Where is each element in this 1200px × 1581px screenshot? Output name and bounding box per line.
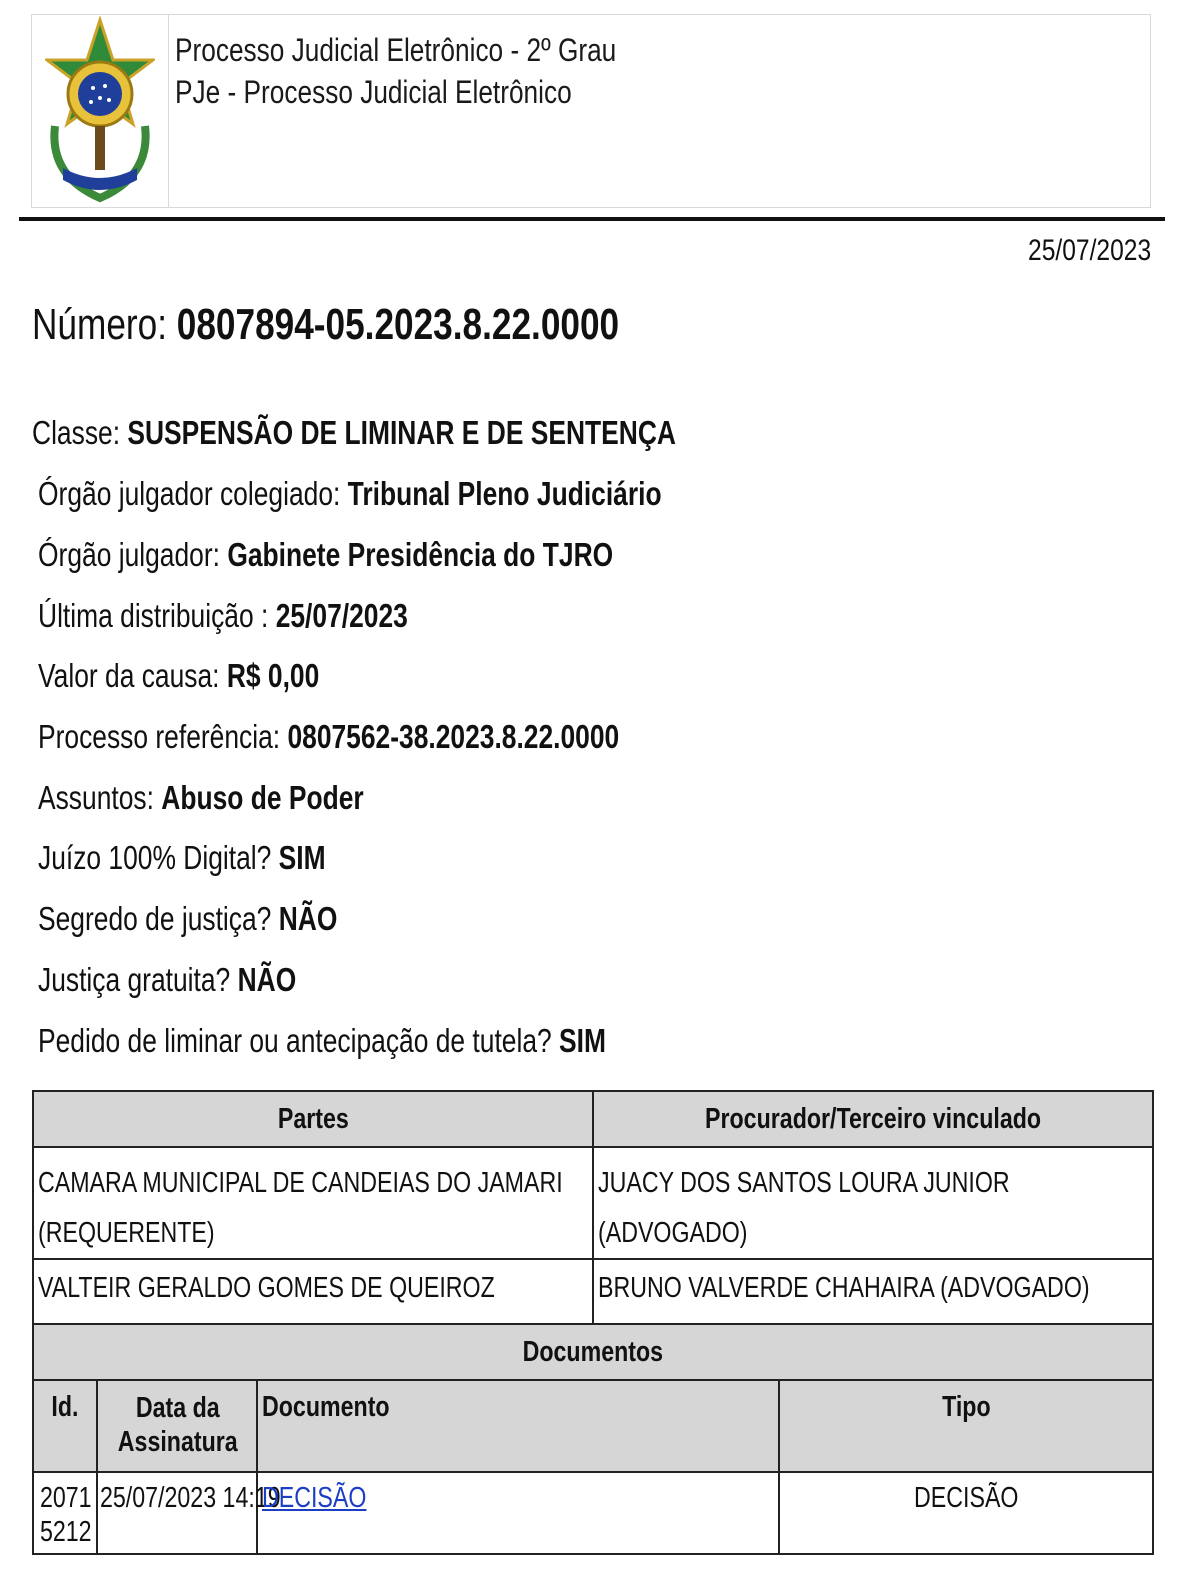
field-orgao-colegiado xyxy=(38,475,662,513)
field-label: Órgão julgador: xyxy=(38,536,220,573)
documents-table xyxy=(32,1323,1154,1555)
field-value: 25/07/2023 xyxy=(275,597,408,634)
party-cell: VALTEIR GERALDO GOMES DE QUEIROZ xyxy=(33,1259,593,1373)
field-orgao-julgador xyxy=(38,536,613,574)
brazil-coat-of-arms-icon xyxy=(45,16,155,206)
header-title: Processo Judicial Eletrônico - 2º Grau xyxy=(175,32,617,68)
field-classe xyxy=(32,414,676,452)
field-segredo-justica xyxy=(38,900,337,938)
doc-date-cell: 25/07/2023 14:19 xyxy=(97,1472,257,1554)
field-label: Pedido de liminar ou antecipação de tutela? xyxy=(38,1022,552,1059)
parties-header-row xyxy=(33,1091,1153,1147)
field-ultima-distribuicao xyxy=(38,597,408,635)
documents-title-row xyxy=(33,1324,1153,1380)
id-header: Id. xyxy=(33,1380,97,1472)
field-value: NÃO xyxy=(237,961,297,998)
field-value: Gabinete Presidência do TJRO xyxy=(227,536,614,573)
table-row xyxy=(33,1147,1153,1259)
field-label: Valor da causa: xyxy=(38,657,220,694)
field-value: Tribunal Pleno Judiciário xyxy=(347,475,662,512)
lawyer-cell: BRUNO VALVERDE CHAHAIRA (ADVOGADO) xyxy=(593,1259,1153,1373)
field-justica-gratuita xyxy=(38,961,296,999)
document-header: Documento xyxy=(257,1380,779,1472)
parties-header: Partes xyxy=(33,1091,593,1147)
field-label: Segredo de justiça? xyxy=(38,900,272,937)
doc-id-cell: 20715212 xyxy=(33,1472,97,1554)
process-number xyxy=(32,300,619,350)
field-valor-causa xyxy=(38,657,319,695)
field-value: 0807562-38.2023.8.22.0000 xyxy=(287,718,620,755)
header-divider xyxy=(19,217,1165,221)
header-box xyxy=(31,14,1151,208)
documents-title: Documentos xyxy=(33,1324,1153,1380)
document-link[interactable]: DECISÃO xyxy=(262,1482,367,1514)
field-juizo-digital xyxy=(38,839,326,877)
process-number-value: 0807894-05.2023.8.22.0000 xyxy=(176,300,620,349)
table-row xyxy=(33,1472,1153,1554)
field-value: R$ 0,00 xyxy=(226,657,320,694)
field-label: Última distribuição : xyxy=(38,597,269,634)
lawyer-cell: JUACY DOS SANTOS LOURA JUNIOR (ADVOGADO) xyxy=(593,1147,1153,1259)
field-value: SIM xyxy=(559,1022,606,1059)
date-header: Data da Assinatura xyxy=(97,1380,257,1472)
party-cell: CAMARA MUNICIPAL DE CANDEIAS DO JAMARI (REQUERENTE) xyxy=(33,1147,593,1259)
field-label: Justiça gratuita? xyxy=(38,961,231,998)
header-text xyxy=(169,15,713,207)
field-label: Classe: xyxy=(32,414,121,451)
process-number-label: Número: xyxy=(32,300,167,349)
field-assuntos xyxy=(38,779,364,817)
field-value: Abuso de Poder xyxy=(161,779,364,816)
field-value: NÃO xyxy=(278,900,338,937)
doc-type-cell: DECISÃO xyxy=(779,1472,1153,1554)
field-processo-referencia xyxy=(38,718,619,756)
field-label: Órgão julgador colegiado: xyxy=(38,475,341,512)
type-header: Tipo xyxy=(779,1380,1153,1472)
procurador-header: Procurador/Terceiro vinculado xyxy=(593,1091,1153,1147)
logo-cell xyxy=(32,15,169,207)
doc-name-cell xyxy=(257,1472,779,1554)
field-label: Assuntos: xyxy=(38,779,154,816)
print-date: 25/07/2023 xyxy=(1027,234,1151,267)
documents-header-row xyxy=(33,1380,1153,1472)
field-value: SUSPENSÃO DE LIMINAR E DE SENTENÇA xyxy=(127,414,676,451)
field-label: Processo referência: xyxy=(38,718,281,755)
header-subtitle: PJe - Processo Judicial Eletrônico xyxy=(175,74,572,110)
field-value: SIM xyxy=(278,839,326,876)
field-pedido-liminar xyxy=(38,1022,606,1060)
field-label: Juízo 100% Digital? xyxy=(38,839,272,876)
